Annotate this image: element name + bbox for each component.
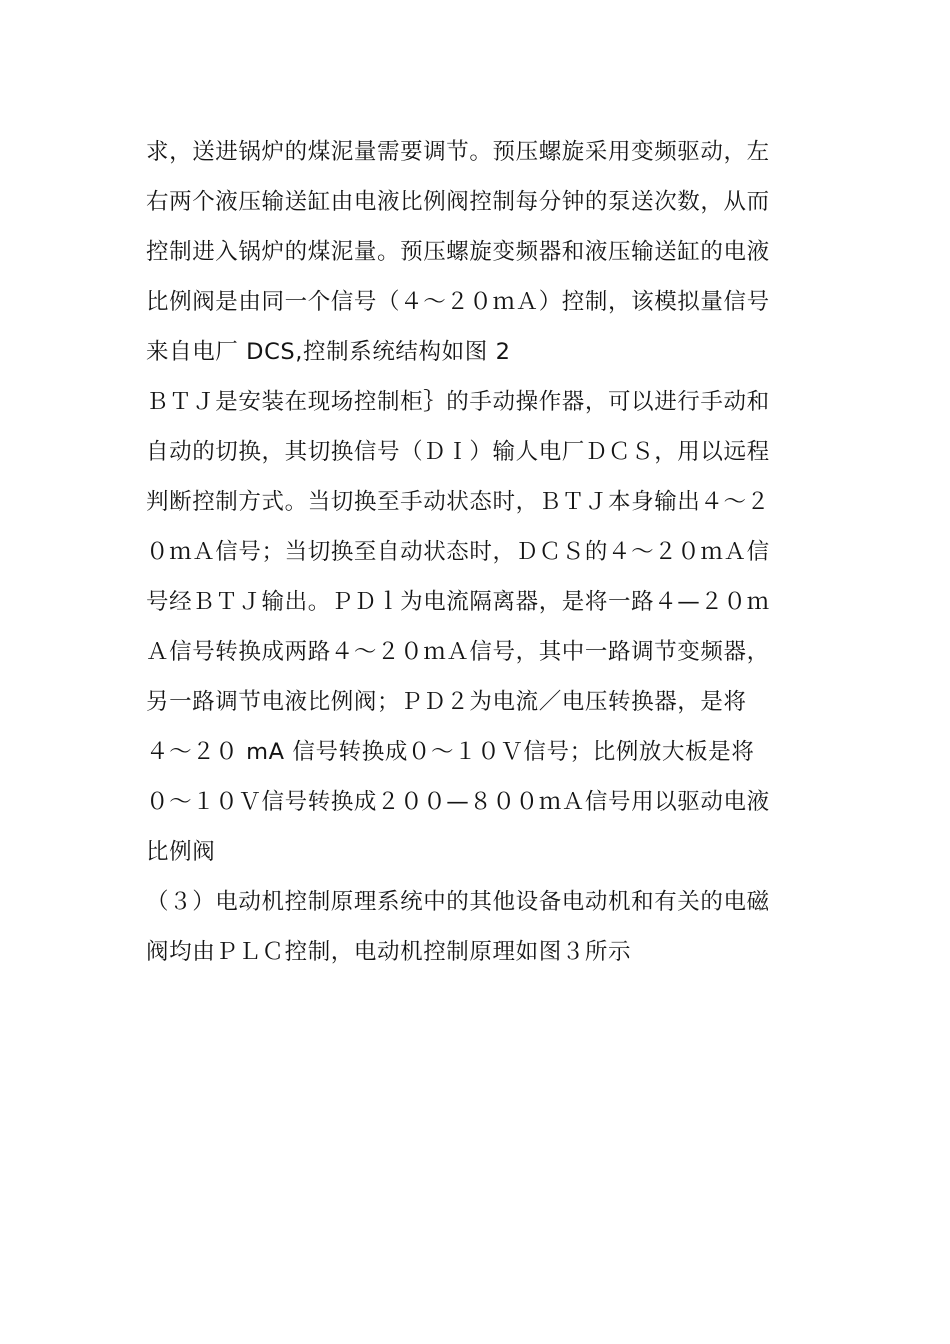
text-line: 阀均由ＰＬＣ控制，电动机控制原理如图３所示 <box>146 939 632 965</box>
text-line: 控制进入锅炉的煤泥量。预压螺旋变频器和液压输送缸的电液 <box>146 239 770 265</box>
text-line: 自动的切换，其切换信号（ＤＩ）输人电厂ＤＣＳ，用以远程 <box>146 439 770 465</box>
text-line: 比例阀 <box>146 839 216 865</box>
text-line: ０～１０Ｖ信号转换成２００—８００ｍＡ信号用以驱动电液 <box>146 789 770 815</box>
document-body <box>146 132 806 982</box>
text-line: （３）电动机控制原理系统中的其他设备电动机和有关的电磁 <box>146 889 770 915</box>
text-line: 判断控制方式。当切换至手动状态时，ＢＴＪ本身输出４～２ <box>146 489 770 515</box>
text-line: 求，送进锅炉的煤泥量需要调节。预压螺旋采用变频驱动，左 <box>146 139 770 165</box>
text-line: 号经ＢＴＪ输出。ＰＤｌ为电流隔离器，是将一路４—２０ｍ <box>146 589 770 615</box>
text-line: ＢＴＪ是安装在现场控制柜｝的手动操作器，可以进行手动和 <box>146 389 770 415</box>
text-line: 来自电厂 DCS,控制系统结构如图 2 <box>146 339 511 365</box>
text-line: ０ｍＡ信号；当切换至自动状态时，ＤＣＳ的４～２０ｍＡ信 <box>146 539 770 565</box>
text-line: ４～２０ mA 信号转换成０～１０Ｖ信号；比例放大板是将 <box>146 739 755 765</box>
text-line: 比例阀是由同一个信号（４～２０ｍＡ）控制，该模拟量信号 <box>146 289 770 315</box>
text-line: 另一路调节电液比例阀；ＰＤ２为电流／电压转换器，是将 <box>146 689 747 715</box>
text-line: Ａ信号转换成两路４～２０ｍＡ信号，其中一路调节变频器， <box>146 639 770 665</box>
text-line: 右两个液压输送缸由电液比例阀控制每分钟的泵送次数，从而 <box>146 189 770 215</box>
